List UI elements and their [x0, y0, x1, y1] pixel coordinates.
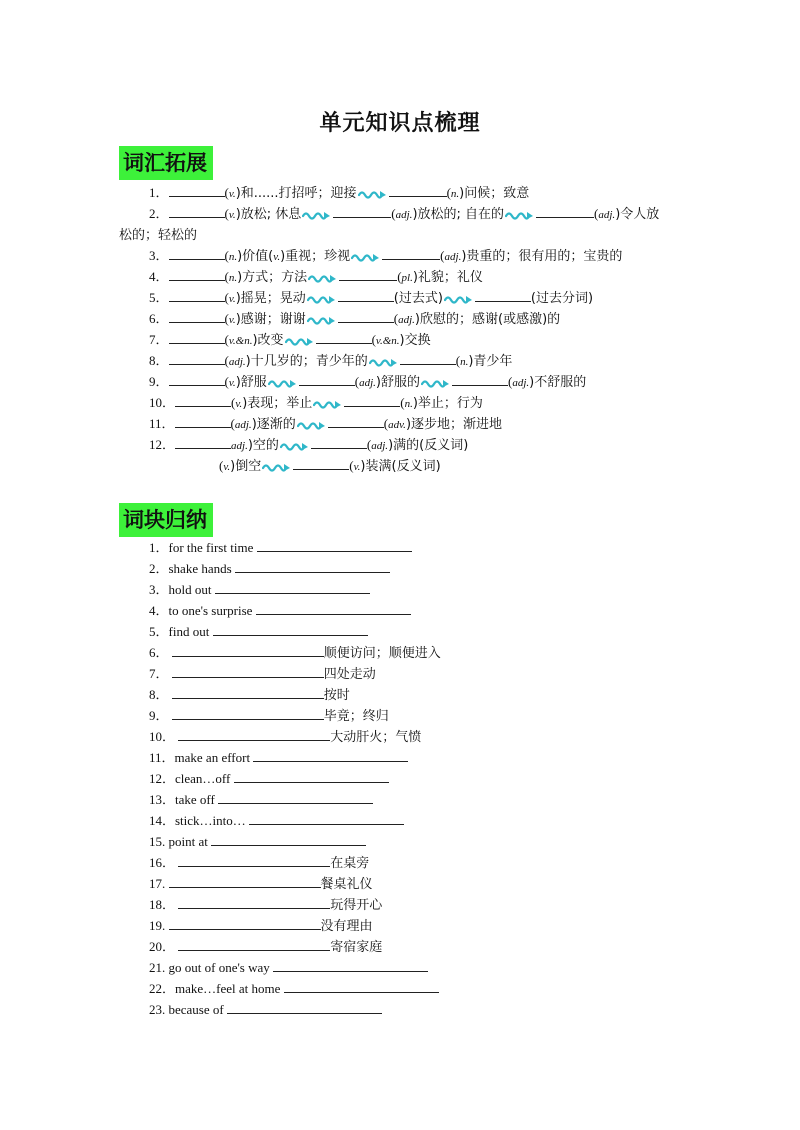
answer-blank[interactable] [311, 434, 367, 449]
answer-blank[interactable] [253, 747, 408, 762]
wavy-arrow-icon [302, 210, 332, 220]
answer-blank[interactable] [338, 308, 394, 323]
answer-blank[interactable] [169, 915, 321, 930]
vocab-item-6: 6． (v.)感谢；谢谢 (adj.)欣慰的；感谢(或感激)的 [119, 308, 719, 329]
chunk-item-17: 17. 餐桌礼仪 [119, 873, 719, 894]
chunk-item-19: 19. 没有理由 [119, 915, 719, 936]
wavy-arrow-icon [285, 336, 315, 346]
chunk-item-15: 15. point at [119, 831, 719, 852]
chunk-item-1: 1．for the first time [119, 537, 719, 558]
wavy-arrow-icon [444, 294, 474, 304]
answer-blank[interactable] [169, 308, 225, 323]
answer-blank[interactable] [178, 894, 330, 909]
answer-blank[interactable] [257, 537, 412, 552]
wavy-arrow-icon [369, 357, 399, 367]
chunk-item-21: 21. go out of one's way [119, 957, 719, 978]
wavy-arrow-icon [280, 441, 310, 451]
chunk-item-14: 14．stick…into… [119, 810, 719, 831]
answer-blank[interactable] [175, 413, 231, 428]
answer-blank[interactable] [172, 663, 324, 678]
answer-blank[interactable] [536, 203, 594, 218]
wavy-arrow-icon [421, 378, 451, 388]
vocab-item-4: 4． (n.)方式；方法 (pl.)礼貌；礼仪 [119, 266, 719, 287]
wavy-arrow-icon [268, 378, 298, 388]
answer-blank[interactable] [213, 621, 368, 636]
answer-blank[interactable] [172, 684, 324, 699]
answer-blank[interactable] [169, 287, 225, 302]
answer-blank[interactable] [178, 852, 330, 867]
wavy-arrow-icon [297, 420, 327, 430]
vocab-item-11: 11． (adj.)逐渐的 (adv.)逐步地；渐进地 [119, 413, 719, 434]
section-phrase-summary: 词块归纳 [119, 503, 213, 537]
answer-blank[interactable] [169, 350, 225, 365]
chunk-item-4: 4．to one's surprise [119, 600, 719, 621]
answer-blank[interactable] [169, 329, 225, 344]
page-title: 单元知识点梳理 [319, 111, 481, 136]
wavy-arrow-icon [262, 462, 292, 472]
answer-blank[interactable] [175, 392, 231, 407]
answer-blank[interactable] [273, 957, 428, 972]
answer-blank[interactable] [234, 768, 389, 783]
answer-blank[interactable] [172, 642, 324, 657]
answer-blank[interactable] [169, 371, 225, 386]
answer-blank[interactable] [389, 182, 447, 197]
answer-blank[interactable] [339, 266, 397, 281]
wavy-arrow-icon [358, 189, 388, 199]
answer-blank[interactable] [235, 558, 390, 573]
chunk-item-7: 7． 四处走动 [119, 663, 719, 684]
chunk-item-9: 9． 毕竟；终归 [119, 705, 719, 726]
vocab-item-5: 5． (v.)摇晃；晃动 (过去式) (过去分词) [119, 287, 719, 308]
answer-blank[interactable] [178, 726, 330, 741]
answer-blank[interactable] [452, 371, 508, 386]
answer-blank[interactable] [249, 810, 404, 825]
answer-blank[interactable] [169, 203, 225, 218]
vocab-item-1: 1． (v.)和......打招呼；迎接 (n.)问候；致意 [119, 182, 719, 203]
chunk-item-20: 20． 寄宿家庭 [119, 936, 719, 957]
vocab-item-2: 2． (v.)放松; 休息 (adj.)放松的; 自在的 (adj.)令人放 [119, 203, 719, 224]
chunk-item-10: 10． 大动肝火；气愤 [119, 726, 719, 747]
answer-blank[interactable] [328, 413, 384, 428]
chunk-item-5: 5．find out [119, 621, 719, 642]
answer-blank[interactable] [218, 789, 373, 804]
vocab-item-9: 9． (v.)舒服 (adj.)舒服的 (adj.)不舒服的 [119, 371, 719, 392]
answer-blank[interactable] [178, 936, 330, 951]
chunk-item-6: 6． 顺便访问；顺便进入 [119, 642, 719, 663]
chunk-item-12: 12．clean…off [119, 768, 719, 789]
wavy-arrow-icon [307, 315, 337, 325]
answer-blank[interactable] [169, 873, 321, 888]
wavy-arrow-icon [307, 294, 337, 304]
answer-blank[interactable] [299, 371, 355, 386]
answer-blank[interactable] [169, 245, 225, 260]
vocab-item-7: 7． (v.&n.)改变 (v.&n.)交换 [119, 329, 719, 350]
vocab-item-3: 3． (n.)价值(v.)重视；珍视 (adj.)贵重的；很有用的；宝贵的 [119, 245, 719, 266]
vocab-item-12: 12． adj.)空的 (adj.)满的(反义词) [119, 434, 719, 455]
wavy-arrow-icon [313, 399, 343, 409]
answer-blank[interactable] [338, 287, 394, 302]
answer-blank[interactable] [169, 182, 225, 197]
answer-blank[interactable] [172, 705, 324, 720]
answer-blank[interactable] [227, 999, 382, 1014]
chunk-item-8: 8． 按时 [119, 684, 719, 705]
answer-blank[interactable] [293, 455, 349, 470]
answer-blank[interactable] [333, 203, 391, 218]
answer-blank[interactable] [475, 287, 531, 302]
answer-blank[interactable] [344, 392, 400, 407]
wavy-arrow-icon [308, 273, 338, 283]
vocab-item-10: 10． (v.)表现；举止 (n.)举止；行为 [119, 392, 719, 413]
chunk-item-3: 3．hold out [119, 579, 719, 600]
answer-blank[interactable] [316, 329, 372, 344]
chunk-item-2: 2．shake hands [119, 558, 719, 579]
vocab-item-2-continued: 松的；轻松的 [119, 228, 198, 243]
answer-blank[interactable] [175, 434, 231, 449]
chunk-item-23: 23. because of [119, 999, 719, 1020]
section-vocabulary-expansion: 词汇拓展 [119, 146, 213, 180]
answer-blank[interactable] [382, 245, 440, 260]
vocab-item-12-second-line: (v.)倒空 (v.)装满(反义词) [119, 455, 719, 476]
answer-blank[interactable] [284, 978, 439, 993]
wavy-arrow-icon [351, 252, 381, 262]
chunk-item-13: 13．take off [119, 789, 719, 810]
answer-blank[interactable] [169, 266, 225, 281]
answer-blank[interactable] [256, 600, 411, 615]
wavy-arrow-icon [505, 210, 535, 220]
chunk-item-18: 18． 玩得开心 [119, 894, 719, 915]
chunk-item-16: 16． 在桌旁 [119, 852, 719, 873]
vocab-list [119, 182, 719, 476]
chunk-item-11: 11．make an effort [119, 747, 719, 768]
vocab-item-8: 8． (adj.)十几岁的；青少年的 (n.)青少年 [119, 350, 719, 371]
chunk-item-22: 22．make…feel at home [119, 978, 719, 999]
answer-blank[interactable] [400, 350, 456, 365]
answer-blank[interactable] [211, 831, 366, 846]
chunk-list [119, 537, 719, 1020]
answer-blank[interactable] [215, 579, 370, 594]
